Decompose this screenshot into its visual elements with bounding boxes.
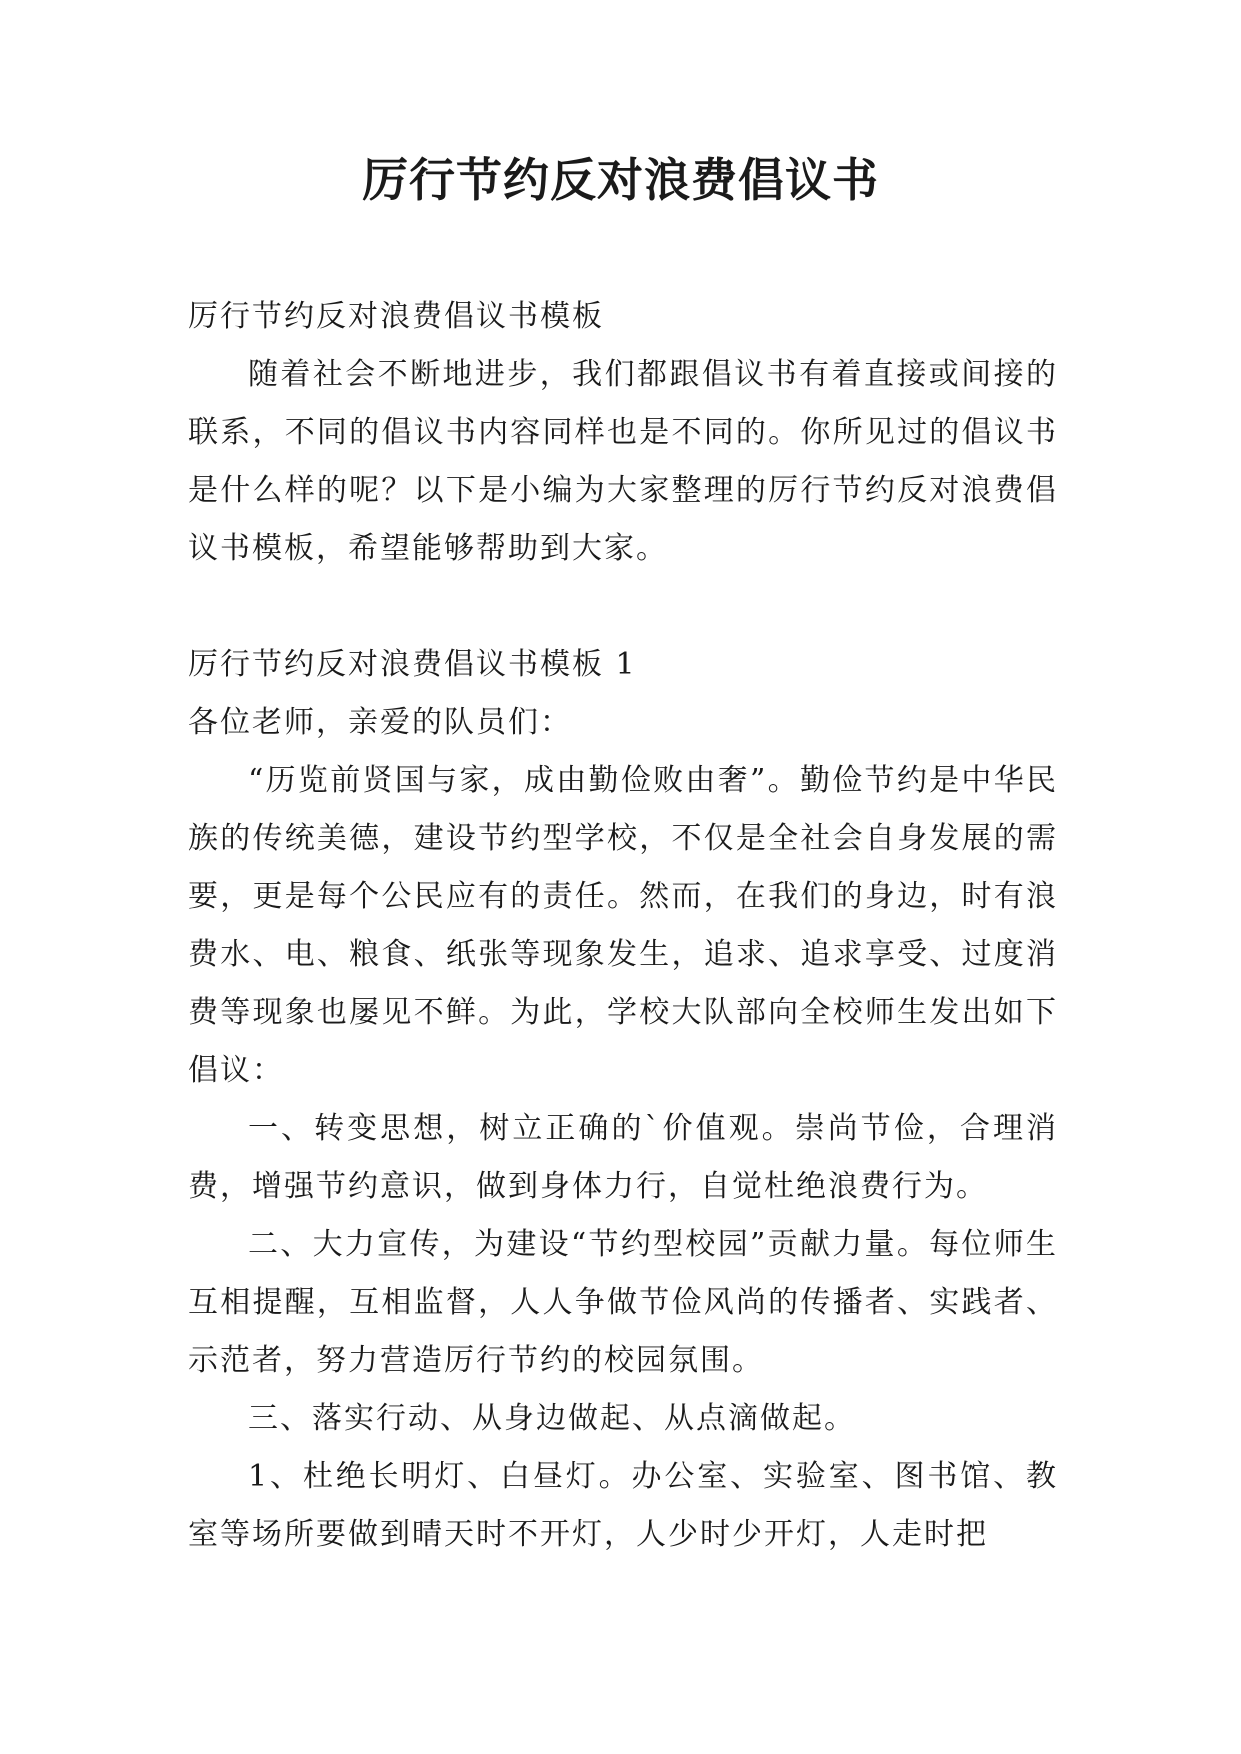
proposal-item-3: 三、落实行动、从身边做起、从点滴做起。	[248, 1401, 856, 1436]
document-subtitle: 厉行节约反对浪费倡议书模板	[188, 299, 604, 334]
section-heading: 厉行节约反对浪费倡议书模板 1	[188, 647, 637, 682]
proposal-item-2: 二、大力宣传，为建设“节约型校园”贡献力量。每位师生互相提醒，互相监督，人人争做节俭风尚的传播者、实践者、示范者，努力营造厉行节约的校园氛围。	[188, 1227, 1058, 1378]
proposal-subitem-1: 1、杜绝长明灯、白昼灯。办公室、实验室、图书馆、教室等场所要做到晴天时不开灯，人少时少开灯，人走时把	[188, 1459, 1058, 1552]
document-body	[188, 288, 1058, 1564]
salutation: 各位老师，亲爱的队员们：	[188, 705, 572, 740]
paragraph-gap	[188, 578, 1058, 636]
document-title: 厉行节约反对浪费倡议书	[362, 153, 879, 207]
intro-paragraph: 随着社会不断地进步，我们都跟倡议书有着直接或间接的联系，不同的倡议书内容同样也是不同的。你所见过的倡议书是什么样的呢？以下是小编为大家整理的厉行节约反对浪费倡议书模板，希望能够帮助到大家。	[188, 357, 1058, 566]
body-paragraph: “历览前贤国与家，成由勤俭败由奢”。勤俭节约是中华民族的传统美德，建设节约型学校，不仅是全社会自身发展的需要，更是每个公民应有的责任。然而，在我们的身边，时有浪费水、电、粮食、纸张等现象发生，追求、追求享受、过度消费等现象也屡见不鲜。为此，学校大队部向全校师生发出如下倡议：	[188, 763, 1058, 1088]
proposal-item-1: 一、转变思想，树立正确的`价值观。崇尚节俭，合理消费，增强节约意识，做到身体力行，自觉杜绝浪费行为。	[188, 1111, 1058, 1204]
